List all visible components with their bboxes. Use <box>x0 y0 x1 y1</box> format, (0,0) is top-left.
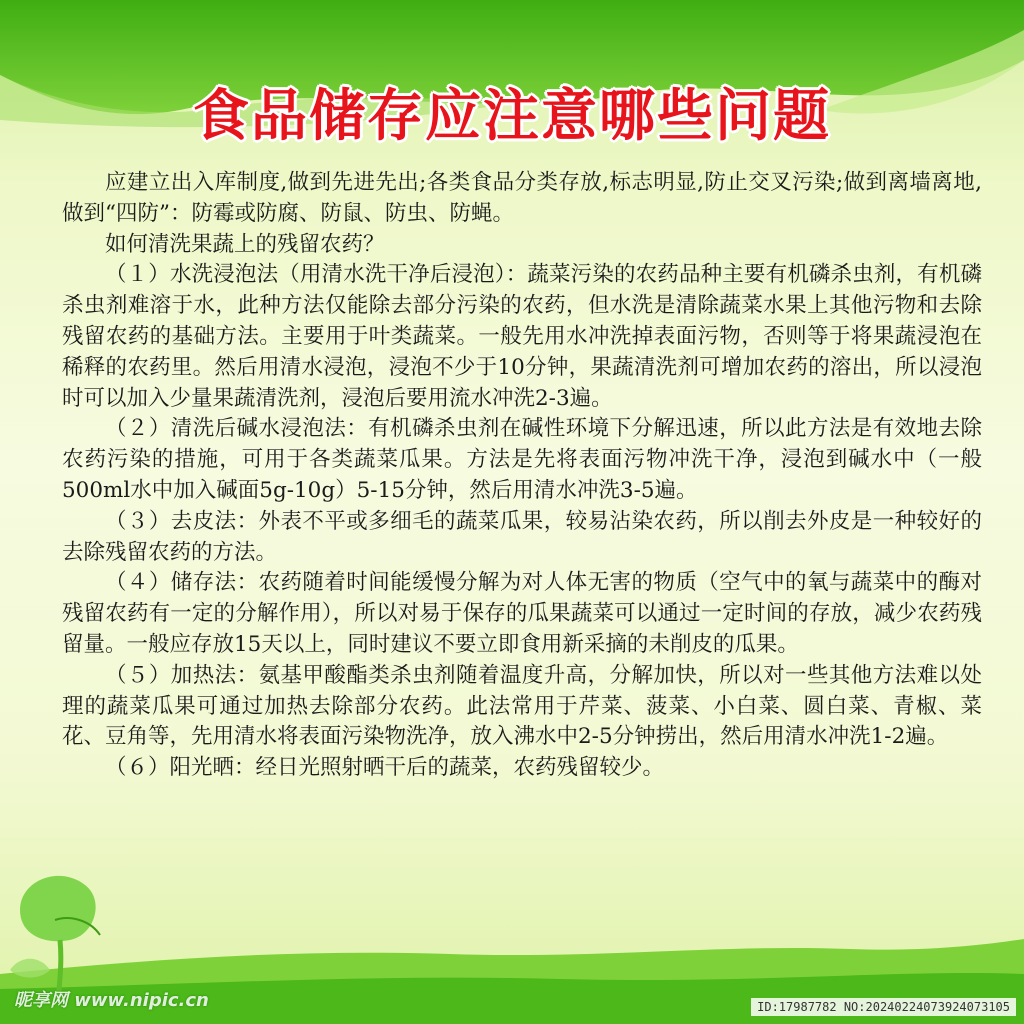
paragraph-storage-rules: 应建立出入库制度,做到先进先出;各类食品分类存放,标志明显,防止交叉污染;做到离墙离地,做到“四防”：防霉或防腐、防鼠、防虫、防蝇。 <box>62 170 982 226</box>
article-body <box>62 168 982 784</box>
paragraph-question: 如何清洗果蔬上的残留农药？ <box>105 231 385 257</box>
paragraph-method-6: （６）阳光晒：经日光照射晒干后的蔬菜，农药残留较少。 <box>105 755 665 781</box>
paragraph-method-1: （１）水洗浸泡法（用清水洗干净后浸泡）：蔬菜污染的农药品种主要有机磷杀虫剂，有机磷杀虫剂难溶于水，此种方法仅能除去部分污染的农药，但水洗是清除蔬菜水果上其他污物和去除残留农药的基础方法。主要用于叶类蔬菜。一般先用水冲洗掉表面污物，否则等于将果蔬浸泡在稀释的农药里。然后用清水浸泡，浸泡不少于10分钟，果蔬清洗剂可增加农药的溶出，所以浸泡时可以加入少量果蔬清洗剂，浸泡后要用流水冲洗2-3遍。 <box>62 262 982 411</box>
leaf-icon <box>0 860 140 1000</box>
paragraph-method-5: （５）加热法：氨基甲酸酯类杀虫剂随着温度升高，分解加快，所以对一些其他方法难以处理的蔬菜瓜果可通过加热去除部分农药。此法常用于芹菜、菠菜、小白菜、圆白菜、青椒、菜花、豆角等，先用清水将表面污染物洗净，放入沸水中2-5分钟捞出，然后用清水冲洗1-2遍。 <box>62 662 982 750</box>
site-watermark: 昵享网 www.nipic.cn <box>14 990 209 1011</box>
paragraph-method-2: （２）清洗后碱水浸泡法：有机磷杀虫剂在碱性环境下分解迅速，所以此方法是有效地去除农药污染的措施，可用于各类蔬菜瓜果。方法是先将表面污物冲洗干净，浸泡到碱水中（一般500ml水中加入碱面5g-10g）5-15分钟，然后用清水冲洗3-5遍。 <box>62 416 982 503</box>
image-id-label: ID:17987782 NO:20240224073924073105 <box>751 998 1016 1016</box>
paragraph-method-3: （３）去皮法：外表不平或多细毛的蔬菜瓜果，较易沾染农药，所以削去外皮是一种较好的去除残留农药的方法。 <box>62 508 982 565</box>
page-title: 食品储存应注意哪些问题 <box>193 84 831 149</box>
paragraph-method-4: （４）储存法：农药随着时间能缓慢分解为对人体无害的物质（空气中的氧与蔬菜中的酶对残留农药有一定的分解作用），所以对易于保存的瓜果蔬菜可以通过一定时间的存放，减少农药残留量。一般应存放15天以上，同时建议不要立即食用新采摘的未削皮的瓜果。 <box>62 570 982 657</box>
